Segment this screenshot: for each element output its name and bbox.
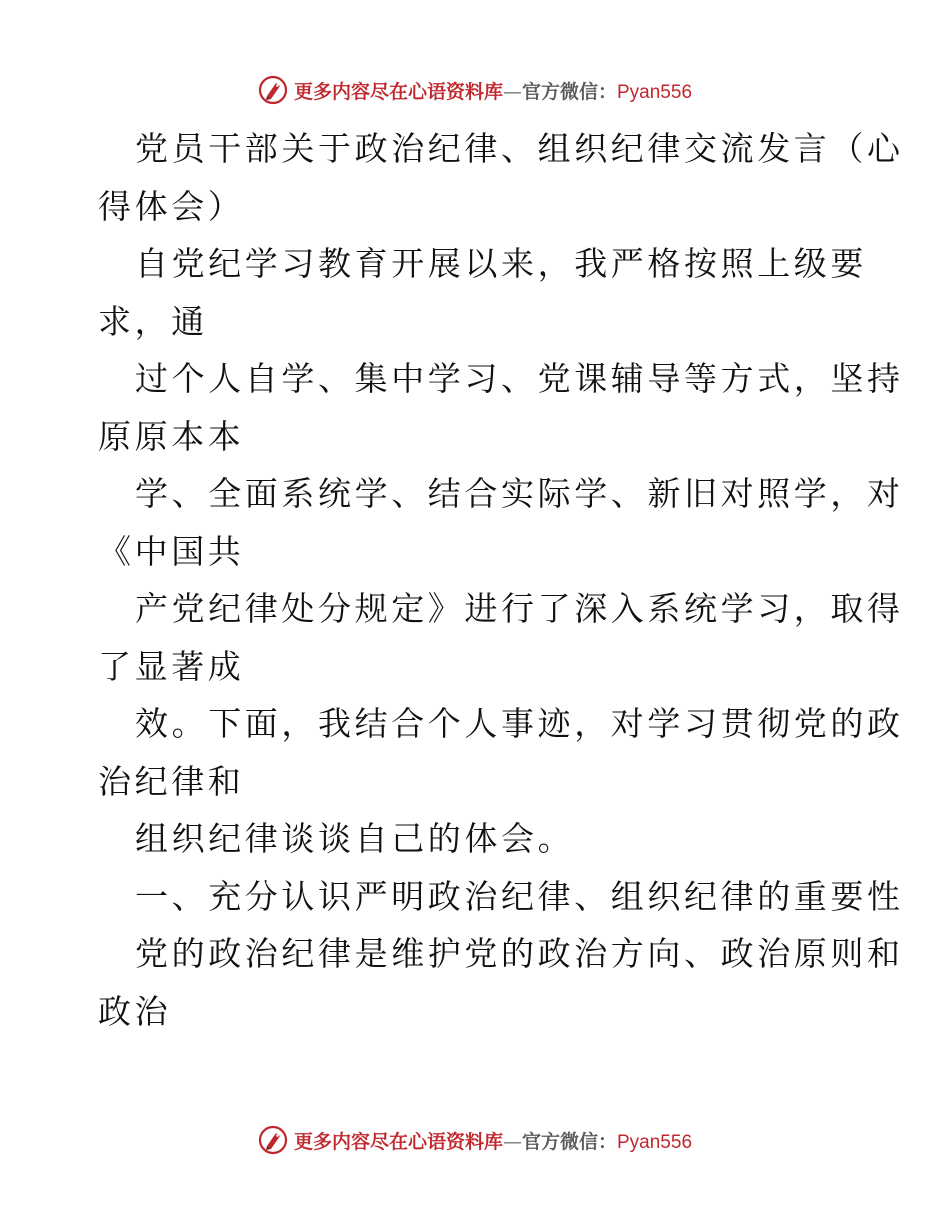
banner-main-text: 更多内容尽在心语资料库 xyxy=(293,1130,503,1153)
banner-dash: — xyxy=(502,80,522,103)
banner-wechat-id: Pyan556 xyxy=(617,81,693,103)
document-line: 党员干部关于政治纪律、组织纪律交流发言（心 xyxy=(135,129,904,168)
pen-nib-logo-icon xyxy=(258,1125,288,1155)
banner-wechat-label: 官方微信： xyxy=(521,1130,617,1153)
document-line: 产党纪律处分规定》进行了深入系统学习，取得 xyxy=(135,589,904,628)
document-line: 了显著成 xyxy=(98,646,245,686)
pen-nib-logo-icon xyxy=(258,75,288,105)
document-line: 学、全面系统学、结合实际学、新旧对照学，对 xyxy=(135,474,904,513)
document-line: 《中国共 xyxy=(98,531,245,571)
document-line: 效。下面，我结合个人事迹，对学习贯彻党的政 xyxy=(135,704,904,743)
document-line: 政治 xyxy=(98,991,172,1031)
banner-wechat-id: Pyan556 xyxy=(617,1131,693,1153)
document-line: 过个人自学、集中学习、党课辅导等方式，坚持 xyxy=(135,359,904,398)
banner-main-text: 更多内容尽在心语资料库 xyxy=(293,80,503,103)
document-line: 党的政治纪律是维护党的政治方向、政治原则和 xyxy=(135,934,904,973)
document-line: 组织纪律谈谈自己的体会。 xyxy=(135,819,575,858)
header-banner xyxy=(0,70,950,110)
banner-text xyxy=(294,77,692,104)
document-line: 原原本本 xyxy=(98,416,245,456)
document-body xyxy=(98,120,904,1040)
document-line: 一、充分认识严明政治纪律、组织纪律的重要性 xyxy=(135,876,904,916)
document-line: 得体会） xyxy=(98,186,245,226)
document-line: 自党纪学习教育开展以来，我严格按照上级要 xyxy=(135,244,867,283)
banner-wechat-label: 官方微信： xyxy=(521,80,617,103)
banner-text xyxy=(294,1127,692,1154)
document-line: 求，通 xyxy=(98,301,208,341)
banner-dash: — xyxy=(502,1130,522,1153)
document-line: 治纪律和 xyxy=(98,761,245,801)
footer-banner xyxy=(0,1120,950,1160)
